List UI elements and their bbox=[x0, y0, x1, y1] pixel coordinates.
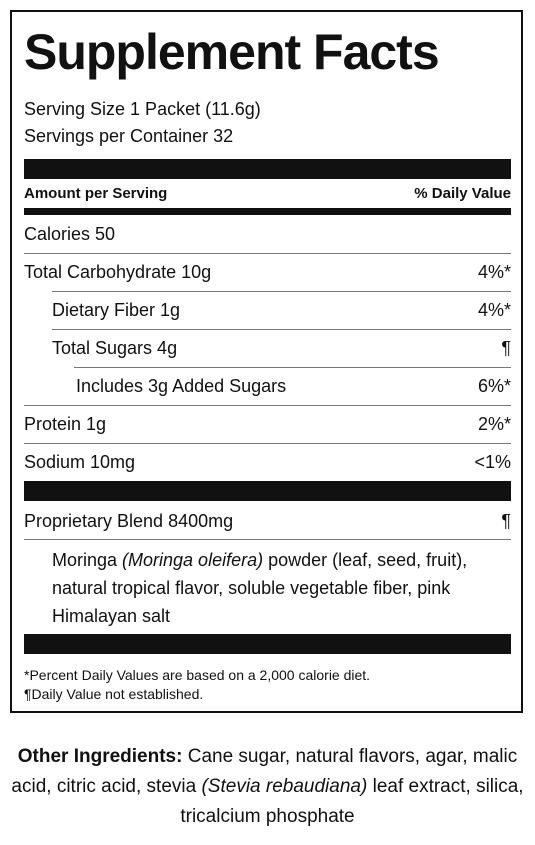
column-header bbox=[24, 184, 511, 204]
blend-desc-rest: powder (leaf, seed, fruit), natural tropical flavor, soluble vegetable fiber, pink Himalayan salt bbox=[52, 550, 468, 626]
servings-per-container: Servings per Container 32 bbox=[24, 126, 234, 146]
nutrient-dv: 6%* bbox=[477, 375, 511, 396]
nutrient-label: Calories 50 bbox=[24, 223, 116, 244]
other-ingredients-text-end: leaf extract, silica, tricalcium phosphate bbox=[180, 776, 524, 827]
supplement-facts-panel bbox=[10, 10, 523, 713]
other-ingredients-text-italic: (Stevia rebaudiana) bbox=[201, 776, 368, 797]
other-ingredients bbox=[8, 742, 527, 832]
nutrient-label: Sodium 10mg bbox=[24, 451, 136, 472]
nutrient-dv: 4%* bbox=[477, 261, 511, 282]
thick-divider bbox=[24, 159, 511, 179]
blend-desc-start: Moringa bbox=[52, 550, 123, 570]
nutrient-row-carbohydrate bbox=[24, 253, 511, 291]
blend-ingredients bbox=[52, 546, 507, 630]
nutrient-label: Dietary Fiber 1g bbox=[52, 299, 181, 320]
nutrient-row-sodium bbox=[24, 443, 511, 481]
nutrient-row-sugars bbox=[24, 329, 511, 367]
footnote-not-established: ¶Daily Value not established. bbox=[24, 686, 204, 702]
nutrient-dv: ¶ bbox=[501, 337, 511, 358]
other-ingredients-text-start: Cane sugar, natural flavors, agar, malic acid, citric acid, stevia bbox=[11, 746, 518, 797]
nutrient-dv: 2%* bbox=[477, 413, 511, 434]
nutrient-label: Includes 3g Added Sugars bbox=[76, 375, 287, 396]
nutrient-label: Total Carbohydrate 10g bbox=[24, 261, 212, 282]
serving-size: Serving Size 1 Packet (11.6g) bbox=[24, 99, 261, 119]
nutrient-row-added-sugars bbox=[24, 367, 511, 405]
row-rule bbox=[24, 539, 511, 540]
amount-per-serving-label: Amount per Serving bbox=[24, 185, 168, 202]
nutrient-label: Total Sugars 4g bbox=[52, 337, 178, 358]
blend-dv: ¶ bbox=[501, 510, 511, 531]
nutrient-label: Protein 1g bbox=[24, 413, 107, 434]
blend-desc-italic: (Moringa oleifera) bbox=[122, 550, 264, 570]
blend-label: Proprietary Blend 8400mg bbox=[24, 510, 234, 531]
nutrient-row-fiber bbox=[24, 291, 511, 329]
footnote-percent-dv: *Percent Daily Values are based on a 2,000 calorie diet. bbox=[24, 667, 371, 683]
medium-divider bbox=[24, 208, 511, 215]
proprietary-blend-row bbox=[24, 502, 511, 540]
daily-value-label: % Daily Value bbox=[414, 185, 511, 202]
other-ingredients-label: Other Ingredients: bbox=[17, 746, 183, 767]
panel-title: Supplement Facts bbox=[24, 24, 439, 80]
thick-divider bbox=[24, 481, 511, 501]
thick-divider bbox=[24, 634, 511, 654]
nutrient-dv: <1% bbox=[474, 451, 511, 472]
nutrient-dv: 4%* bbox=[477, 299, 511, 320]
nutrient-row-protein bbox=[24, 405, 511, 443]
nutrient-row-calories bbox=[24, 215, 511, 253]
